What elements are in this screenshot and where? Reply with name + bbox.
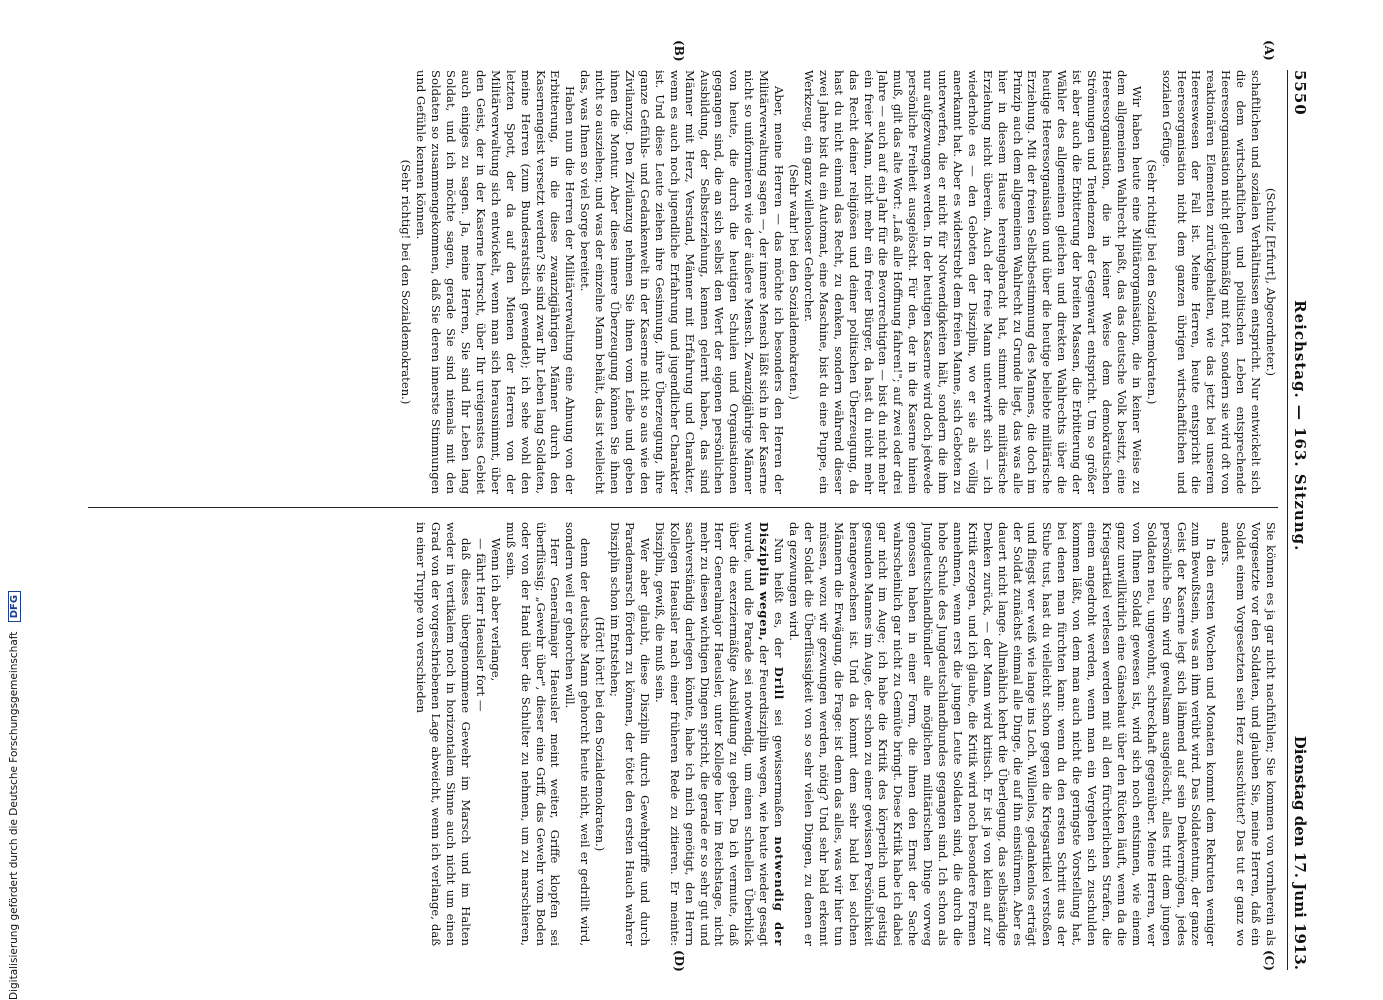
- header-date: Dienstag den 17. Juni 1913.: [1291, 735, 1309, 970]
- interjection: (Sehr wahr! bei den Sozialdemokraten.): [787, 164, 801, 400]
- header-session-title: Reichstag. — 163. Sitzung.: [1291, 300, 1309, 552]
- paragraph: Aber, meine Herren — das möchte ich besonders den Herren der Militärverwaltung sagen —, der innere Mensch läßt sich in der Kaserne nicht so uniformieren wie der äußere Mensch. Zwanzigjährige Männer von heute, die durch die heutigen Schulen und Organisationen gegangen sind, die an sich selbst den Wert der eigenen persönlichen Ausbildung, der Selbsterziehung, kennen gelernt haben, das sind Männer mit Herz, Verstand, Männer mit Erfahrung und Charakter, wenn es auch noch jugendliche Erfahrung und jugendlicher Charakter ist. Und diese Leute ziehen ihre Gesinnung, ihre Überzeugung, ihre ganze Gefühls- und Gedankenwelt in der Kaserne nicht so aus wie den Zivilanzug. Den Zivilanzug nehmen Sie ihnen vom Leibe und geben ihnen die Montur. Aber diese innere Überzeugung können Sie ihnen nicht so ausziehen; und was der einzelne Mann behält, das ist vielleicht das, was Ihnen so viel Sorge bereitet.: [578, 70, 787, 494]
- text-span: Nun heißt es, der: [772, 538, 787, 658]
- paragraph: Haben nun die Herren der Militärverwaltung eine Ahnung von der Erbitterung, in die diese zwanzigjährigen Männer durch den Kasernengeist versetzt werden? Sie sind zwar Ihr Leben lang Soldaten, meine Herren (zum Bundesratstisch gewendet); ich sehe wohl den letzten Spott, der da auf den Mienen der Herren von der Militärverwaltung sich entwickelt, wenn man sich herausnimmt, über den Geist, der in der Kaserne herrscht, über Ihr ureigenstes Gebiet auch einiges zu sagen. Ja, meine Herren, Sie sind Ihr Leben lang Soldat, und ich möchte sagen, gerade Sie sind niemals mit den Soldaten so zusammengekommen, daß Sie deren innerste Stimmungen und Gefühle kennen können.: [414, 70, 578, 494]
- margin-marker-b: (B): [672, 40, 686, 62]
- dfg-logo: DFG: [8, 591, 21, 622]
- text-span: sei gewissermaßen: [772, 709, 787, 828]
- emphasis-discipline: notwendig der Disziplin wegen,: [757, 522, 787, 946]
- paragraph: Wir haben heute eine Militärorganisation, die in keiner Weise zu dem allgemeinen Wahlrecht paßt, das das deutsche Volk besitzt, eine Heeresorganisation, die in keiner Weise dem demokratischen Strömungen und Tendenzen der Gegenwart entspricht. Um so größer ist aber auch die Erbitterung der breiten Massen, die Erbitterung der Wähler des allgemeinen gleichen und direkten Wahlrechts über die heutige Heeresorganisation und über die heutige beliebte militärische Erziehung. Mit der freien Selbstbestimmung des Mannes, die doch im Prinzip auch dem allgemeinen Wahlrecht zu Grunde liegt, das was alle hier in diesem Hause hereingebracht hat, stimmt die militärische Erziehung nicht überein. Auch der freie Mann unterwirft sich — ich wiederhole es — den Geboten der Disziplin, wo er sie als völlig anerkannt hat. Aber es widerstrebt dem freien Manne, sich Geboten zu unterwerfen, die er nicht für Notwendigkeiten hält, sondern die ihm nur aufgezwungen werden. In der heutigen Kaserne wird doch jedwede persönliche Freiheit ausgelöscht. Für den, der in die Kaserne hinein muß, gilt das alte Wort: „Laß alle Hoffnung fahren!"; auf zwei oder drei Jahre — auch auf ein Jahr für die Bevorrechtigten — bist du nicht mehr ein freier Mann, nicht mehr ein freier Bürger, da hast du nicht mehr das Recht deiner religiösen und deiner politischen Überzeugung, da hast du nicht einmal das Recht, zu denken, sondern während dieser zwei Jahre bist du ein Automat, eine Maschine, bist du eine Puppe, ein Werkzeug, ein ganz willenloser Gehorcher.: [801, 70, 1144, 494]
- interjection: (Sehr richtig! bei den Sozialdemokraten.): [399, 159, 414, 405]
- right-column: [88, 522, 1278, 946]
- footer-text: Digitalisierung gefördert durch die Deutsche Forschungsgemeinschaft: [8, 631, 20, 1000]
- emphasis-drill: Drill: [772, 666, 787, 701]
- rotated-page-content: [82, 40, 1312, 972]
- paragraph: Sie können es ja gar nicht nachfühlen; Sie kommen von vornherein als Vorgesetzte vor den Soldaten, und glauben Sie, meine Herren, daß ein Soldat einem Vorgesetzten sein Herz ausschüttet? Das tut er ganz wo anders.: [1219, 522, 1278, 946]
- page-header: [1287, 70, 1312, 970]
- text-span: der Feuerdisziplin wegen, wie heute wieder gesagt wurde, und die Parade sei notwendig, um einen schnellen Überblick über die exerziermäßige Ausbildung zu geben. Da ich vermute, daß Herr Generalmajor Haeusler, unter Kollege hier im Reichstage, nicht mehr zu diesen wichtigen Dingen spricht, die gerade er so sehr gut und sachverständig darlegen könnte, habe ich mich genötigt, den Herrn Kollegen Haeusler nach einer früheren Rede zu zitieren. Er meinte: Disziplin, gewiß, die muß sein.: [652, 522, 772, 946]
- paragraph-drill: [652, 522, 786, 946]
- margin-marker-a: (A): [1262, 40, 1276, 61]
- quotation: Wer aber glaubt, diese Disziplin durch Gewehrgriffe und durch Parademarsch fördern zu können, der tötet den ersten Hauch wahrer Disziplin schon im Entstehen;: [608, 522, 652, 946]
- speaker-line: (Schulz [Erfurt], Abgeordneter.): [1264, 187, 1278, 377]
- quotation: — fährt Herr Haeusler fort —: [473, 538, 488, 712]
- paragraph: schaftlichen und sozialen Verhältnissen entspricht. Nur entwickelt sich die dem wirtschaftlichen und politischen Leben entsprechende Heeresorganisation nicht gleichmäßig mit fort, sondern sie wird oft von reaktionären Elementen zurückgehalten, wie das jetzt bei unserem Heereswesen der Fall ist. Meine Herren, heute entspricht die Heeresorganisation nicht dem ganzen übrigen wirtschaftlichen und sozialen Gefüge.: [1159, 70, 1264, 494]
- column-divider: [88, 507, 1278, 508]
- interjection: (Sehr richtig! bei den Sozialdemokraten.): [1144, 159, 1159, 405]
- quotation: Wenn ich aber verlange,: [488, 538, 503, 682]
- digitization-footer: [8, 580, 21, 1000]
- paragraph: In den ersten Wochen und Monaten kommt dem Rekruten weniger zum Bewußtsein, was an ihm verübt wird. Das Soldatentum, der ganze Geist der Kaserne legt sich lähmend auf sein Denkvermögen, jedes persönliche Sein wird gewaltsam ausgelöscht, alles tritt dem jungen Soldaten neu, ungewohnt, schreckhaft gegenüber. Meine Herren, wer von Ihnen Soldat gewesen ist, wird sich noch entsinnen, wie einem ganz unwillkürlich eine Gänsehaut über den Rücken läuft, wenn da die Kriegsartikel verlesen werden mit all den fürchterlichen Strafen, die einem angedroht werden, wenn man ein Vergehen sich zuschulden kommen läßt, von dem man auch nicht die geringste Vorstellung hat, bei denen man fürchten kann: wenn du den ersten Schritt aus der Stube tust, hast du vielleicht schon gegen die Kriegsartikel verstoßen und fliegst wer weiß wie lange ins Loch. Willenlos, gedankenlos erträgt der Soldat zunächst einmal alle Dinge, die auf ihn einstürmen. Aber es dauert nicht lange. Allmählich kehrt die Überlegung, das selbständige Denken zurück, — der Mann wird kritisch. Er ist ja von klein auf zur Kritik erzogen, und ich glaube, die Kritik wird noch besondere Formen annehmen, wenn erst die jungen Leute Soldaten sind, die durch die hohe Schule des Jungdeutschlandbundes gegangen sind. Ich schon als Jungdeutschlandbündler alle möglichen militärischen Dinge vorweg genossen haben in einer Form, die ihnen den Ernst der Sache wahrscheinlich gar nicht zu Gemüte bringt. Diese Kritik habe ich dabei gar nicht im Auge; ich habe die Kritik des körperlich und geistig gesunden Mannes im Auge, der schon zu einer gewissen Persönlichkeit herangewachsen ist. Und da kommt dem sehr bald bei solchen Männern die Erwägung, die Frage: ist denn das alles, was wir hier tun müssen, wozu wir gezwungen werden, nötig? Und sehr bald erkennt der Soldat die Überflüssigkeit von so sehr vielen Dingen, zu denen er da gezwungen wird.: [787, 522, 1219, 946]
- quotation: denn der deutsche Mann gehorcht heute nicht, weil er gedrillt wird, sondern weil er gehorchen will.: [563, 522, 593, 946]
- text-columns: [88, 40, 1278, 972]
- margin-marker-c: (C): [1262, 950, 1276, 971]
- left-column: [88, 70, 1278, 494]
- interjection: (Hört! hört! bei den Sozialdemokraten.): [593, 616, 608, 852]
- quotation: daß dieses übergenommene Gewehr im Marsch und im Halten weder in vertikalem noch in horizontalem Sinne auch nicht um einen Grad von der vorgeschriebenen Lage abweicht, wenn ich verlange, daß in einer Truppe von verschieden: [414, 522, 474, 946]
- margin-marker-d: (D): [672, 950, 686, 972]
- paragraph: Herr Generalmajor Haeusler meint weiter, Griffe klopfen sei überflüssig; „Gewehr über", dieser eine Griff, das Gewehr vom Boden oder von der Hand über die Schulter zu nehmen, um zu marschieren, muß sein.: [503, 522, 563, 946]
- page-number: 5550: [1291, 70, 1309, 116]
